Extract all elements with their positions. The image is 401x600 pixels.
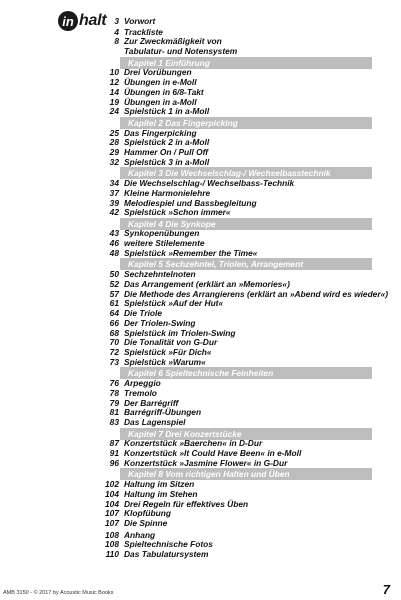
toc-title: Die Triole xyxy=(124,308,163,318)
toc-title: Übungen in a-Moll xyxy=(124,97,197,107)
toc-page-number: 110 xyxy=(105,549,119,559)
toc-entry xyxy=(0,206,401,218)
toc-page-number: 76 xyxy=(109,378,119,388)
toc-entry xyxy=(0,416,401,428)
toc-title: Spielstück 1 in a-Moll xyxy=(124,106,210,116)
toc-page-number: 73 xyxy=(109,357,119,367)
toc-page-number: 3 xyxy=(114,16,119,26)
toc-page-number: 68 xyxy=(109,328,119,338)
toc-page-number: 78 xyxy=(109,388,119,398)
toc-title: Der Barrégriff xyxy=(124,398,179,408)
toc-page-number: 8 xyxy=(114,36,119,46)
chapter-heading: Kapitel 6 Spieltechnische Feinheiten xyxy=(120,367,372,379)
chapter-heading: Kapitel 2 Das Fingerpicking xyxy=(120,117,372,129)
chapter-heading: Kapitel 5 Sechzehntel, Triolen, Arrangement xyxy=(120,258,372,270)
toc-title: Der Triolen-Swing xyxy=(124,318,196,328)
toc-title: Konzertstück »Jasmine Flower« in G-Dur xyxy=(124,458,288,468)
toc-title: Vorwort xyxy=(124,16,156,26)
toc-page-number: 52 xyxy=(109,279,119,289)
toc-page-number: 10 xyxy=(109,67,119,77)
toc-title: Übungen in e-Moll xyxy=(124,77,197,87)
toc-page-number: 83 xyxy=(109,417,119,427)
toc-title: Haltung im Stehen xyxy=(124,489,198,499)
toc-title: Konzertstück »It Could Have Been« in e-Moll xyxy=(124,448,302,458)
toc-page-number: 64 xyxy=(109,308,119,318)
toc-page-number: 108 xyxy=(105,530,119,540)
toc-title: Spielstück »Schon immer« xyxy=(124,207,231,217)
toc-title: Tabulatur- und Notensystem xyxy=(124,46,238,56)
toc-title: Das Lagenspiel xyxy=(124,417,186,427)
toc-page-number: 87 xyxy=(109,438,119,448)
toc-title: weitere Stilelemente xyxy=(124,238,205,248)
toc-page-number: 102 xyxy=(105,479,119,489)
toc-page-number: 70 xyxy=(109,337,119,347)
logo-mark: in xyxy=(58,11,78,31)
toc-page-number: 48 xyxy=(109,248,119,258)
footer-copyright: AMB 3150 - © 2017 by Acoustic Music Books xyxy=(3,590,114,596)
toc-title: Spieltechnische Fotos xyxy=(124,539,213,549)
toc-page-number: 37 xyxy=(109,188,119,198)
toc-title: Spielstück »Für Dich« xyxy=(124,347,212,357)
toc-page-number: 108 xyxy=(105,539,119,549)
toc-title: Hammer On / Pull Off xyxy=(124,147,209,157)
toc-entry xyxy=(0,105,401,117)
toc-title: Drei Vorübungen xyxy=(124,67,192,77)
toc-page-number: 24 xyxy=(109,106,119,116)
toc-entry xyxy=(0,517,401,529)
toc-title: Haltung im Sitzen xyxy=(124,479,195,489)
toc-title: Die Wechselschlag-/ Wechselbass-Technik xyxy=(124,178,295,188)
logo-text: halt xyxy=(79,12,107,29)
toc-page-number: 43 xyxy=(109,228,119,238)
toc-page-number: 107 xyxy=(105,518,119,528)
toc-title: Spielstück »Warum« xyxy=(124,357,206,367)
page-number: 7 xyxy=(382,582,390,597)
toc-entry xyxy=(0,548,401,560)
toc-title: Das Tabulatursystem xyxy=(124,549,209,559)
toc-title: Die Methode des Arrangierens (erklärt an »Abend wird es wieder«) xyxy=(124,289,389,299)
toc-title: Spielstück 3 in a-Moll xyxy=(124,157,210,167)
toc-page-number: 29 xyxy=(109,147,119,157)
toc-title: Trackliste xyxy=(124,27,163,37)
toc-page-number: 12 xyxy=(109,77,119,87)
toc-title: Anhang xyxy=(124,530,156,540)
toc-title: Barrégriff-Übungen xyxy=(124,407,202,417)
toc-page-number: 34 xyxy=(109,178,119,188)
toc-title: Sechzehntelnoten xyxy=(124,269,196,279)
toc-page-number: 50 xyxy=(109,269,119,279)
toc-page-number: 61 xyxy=(109,298,119,308)
toc-page-number: 42 xyxy=(109,207,119,217)
toc-page-number: 39 xyxy=(109,198,119,208)
toc-title: Spielstück »Remember the Time« xyxy=(124,248,258,258)
toc-page-number: 19 xyxy=(109,97,119,107)
toc-page-number: 28 xyxy=(109,137,119,147)
toc-page-number: 32 xyxy=(109,157,119,167)
toc-entry xyxy=(0,45,401,57)
toc-page-number: 79 xyxy=(109,398,119,408)
toc-title: Spielstück im Triolen-Swing xyxy=(124,328,236,338)
toc-page-number: 96 xyxy=(109,458,119,468)
chapter-heading: Kapitel 4 Die Synkope xyxy=(120,218,372,230)
toc-title: Klopfübung xyxy=(124,508,171,518)
toc-page-number: 46 xyxy=(109,238,119,248)
toc-title: Arpeggio xyxy=(124,378,161,388)
toc-page-number: 107 xyxy=(105,508,119,518)
toc-page-number: 14 xyxy=(109,87,119,97)
toc-title: Tremolo xyxy=(124,388,157,398)
toc-title: Kleine Harmonielehre xyxy=(124,188,211,198)
toc-page-number: 72 xyxy=(109,347,119,357)
toc-title: Drei Regeln für effektives Üben xyxy=(124,499,249,509)
chapter-heading: Kapitel 3 Die Wechselschlag-/ Wechselbasstechnik xyxy=(120,167,372,179)
toc-title: Melodiespiel und Bassbegleitung xyxy=(124,198,257,208)
toc-title: Zur Zweckmäßigkeit von xyxy=(124,36,222,46)
toc-page-number: 57 xyxy=(109,289,119,299)
toc-title: Die Spinne xyxy=(124,518,168,528)
toc-title: Übungen in 6/8-Takt xyxy=(124,87,204,97)
toc-page-number: 25 xyxy=(109,128,119,138)
toc-page-number: 66 xyxy=(109,318,119,328)
toc-page-number: 104 xyxy=(105,499,119,509)
toc-title: Synkopenübungen xyxy=(124,228,200,238)
chapter-heading: Kapitel 1 Einführung xyxy=(120,57,372,69)
toc-page-number: 4 xyxy=(114,27,119,37)
chapter-heading: Kapitel 8 Vom richtigen Halten und Üben xyxy=(120,468,372,480)
toc-title: Konzertstück »Baerchen« in D-Dur xyxy=(124,438,263,448)
chapter-heading: Kapitel 7 Drei Konzertstücke xyxy=(120,428,372,440)
toc-title: Spielstück 2 in a-Moll xyxy=(124,137,210,147)
toc-title: Die Tonalität von G-Dur xyxy=(124,337,218,347)
toc-title: Das Arrangement (erklärt an »Memories«) xyxy=(124,279,290,289)
toc-title: Das Fingerpicking xyxy=(124,128,197,138)
toc-page-number: 104 xyxy=(105,489,119,499)
toc-page-number: 81 xyxy=(109,407,119,417)
toc-page-number: 91 xyxy=(109,448,119,458)
toc-title: Spielstück »Auf der Hut« xyxy=(124,298,224,308)
